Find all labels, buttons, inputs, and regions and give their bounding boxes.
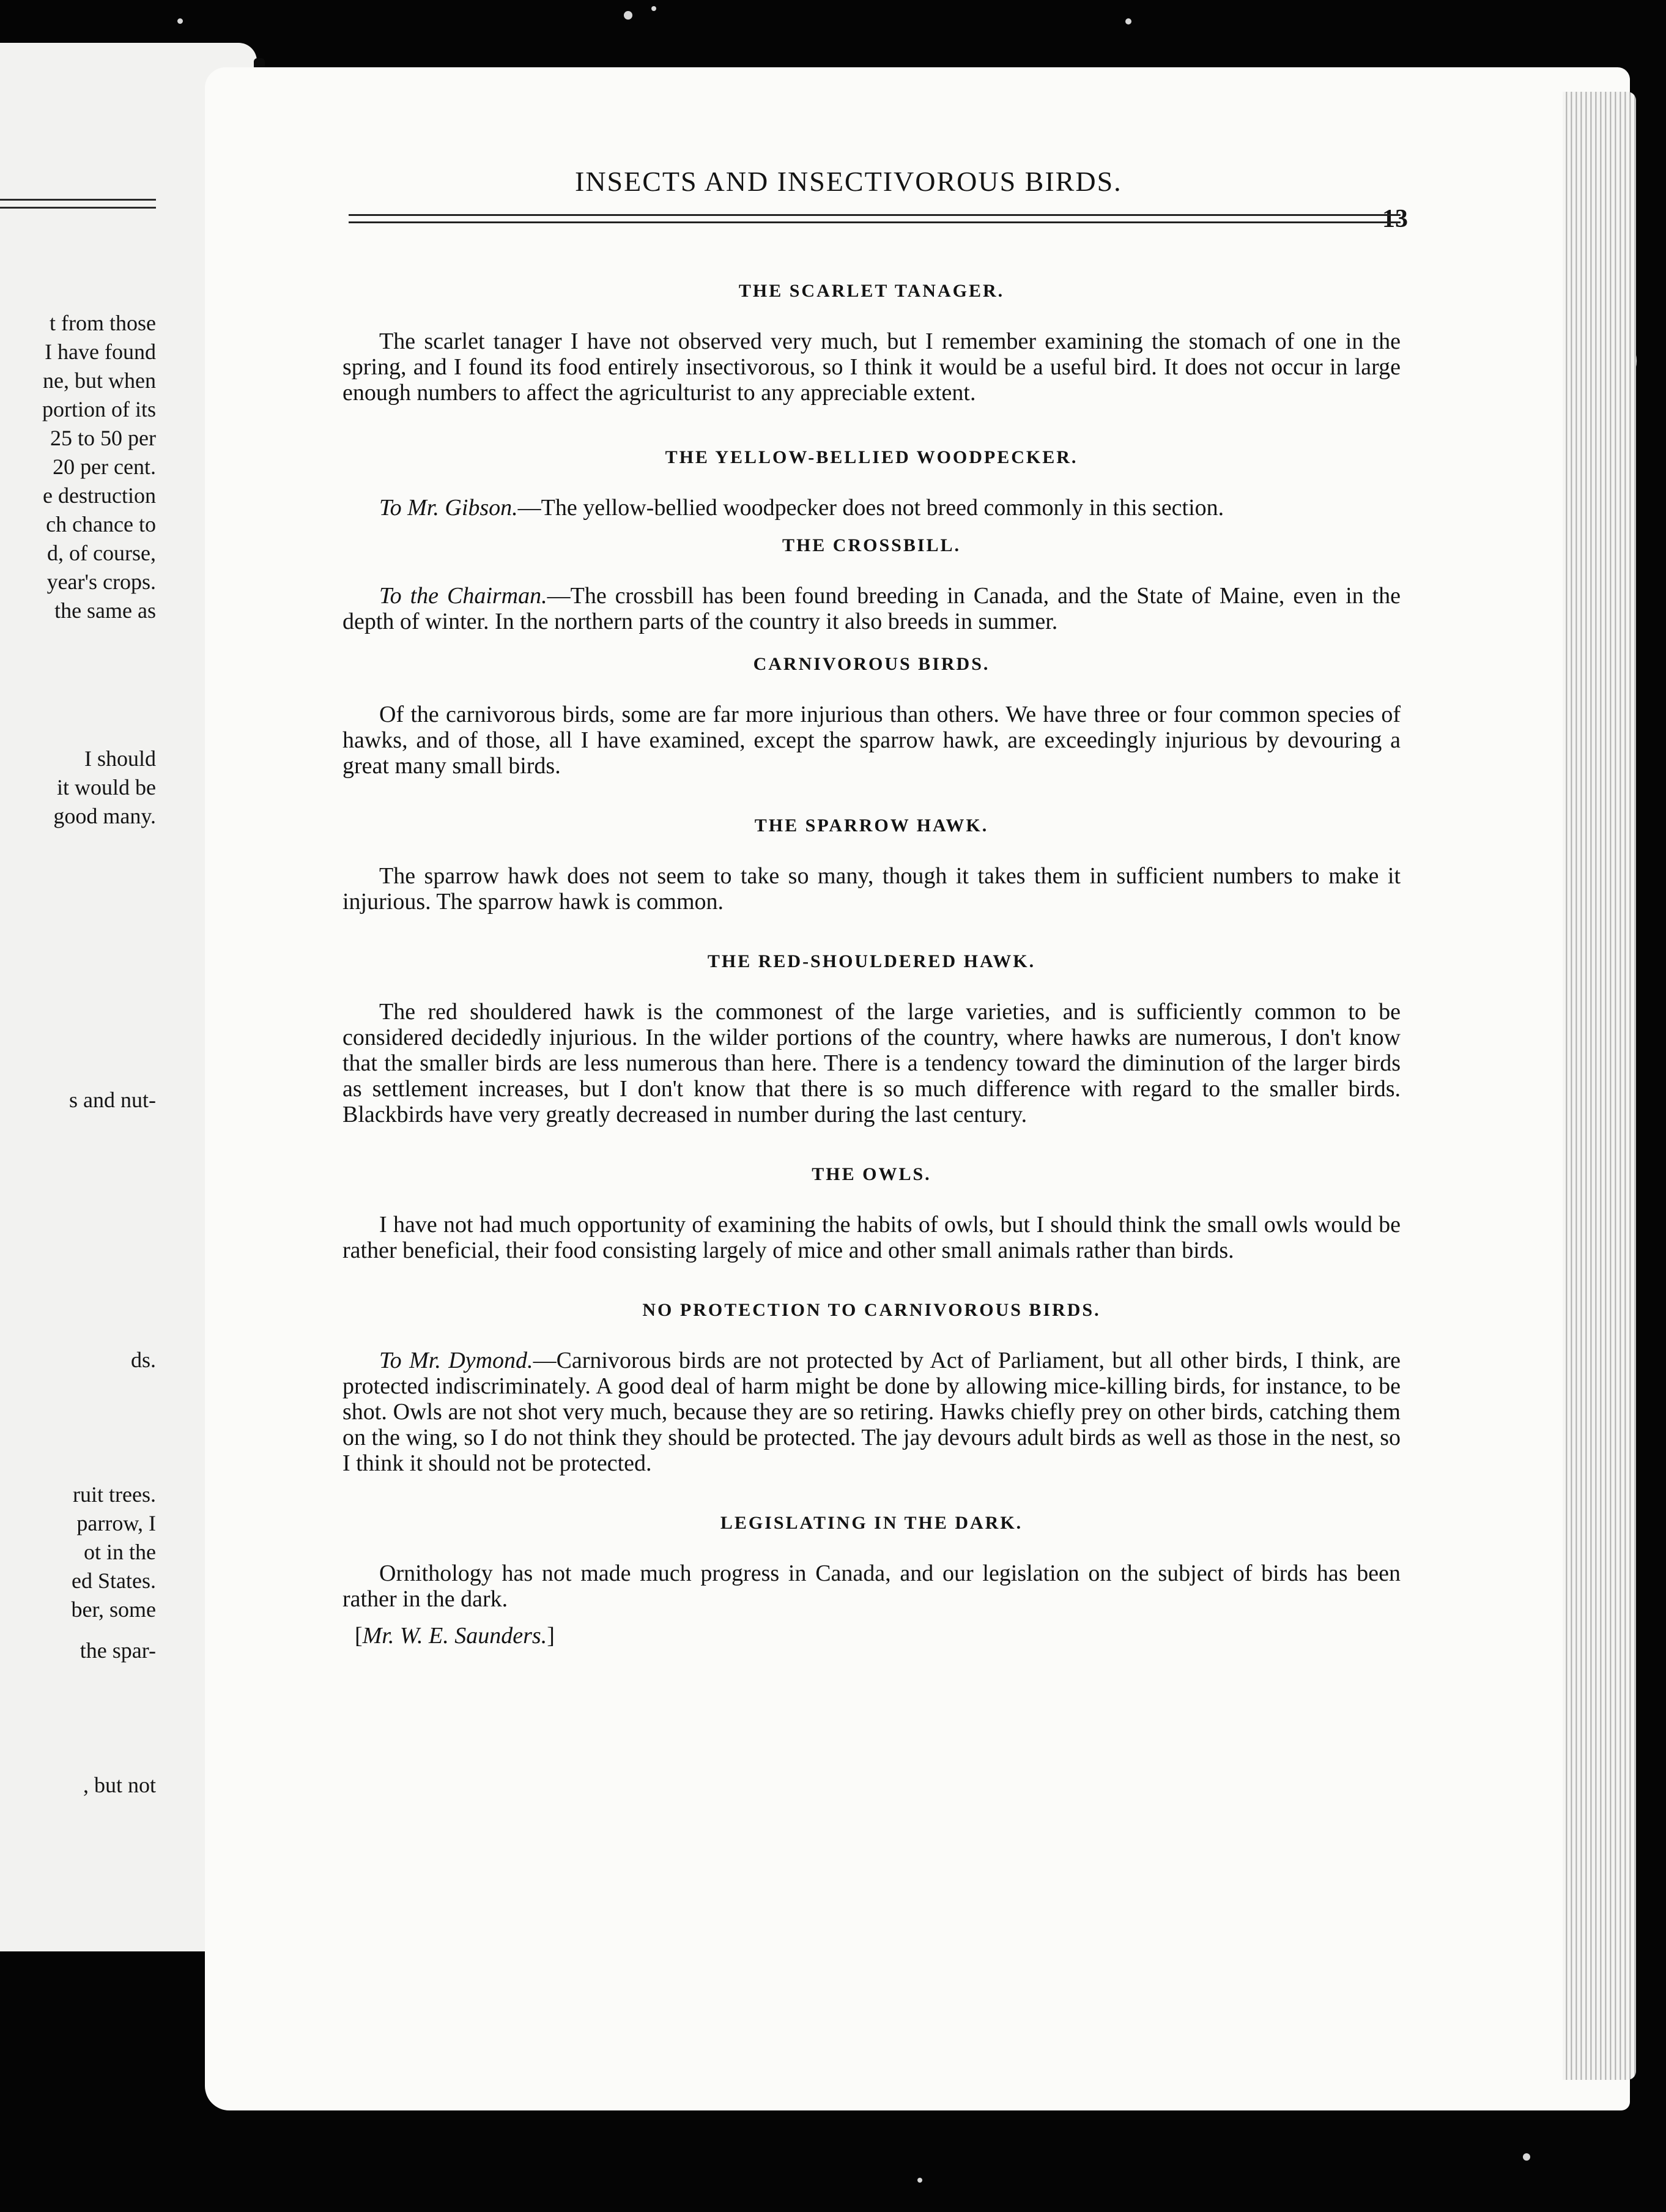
background-speck [917, 2178, 922, 2183]
facing-page-line: ch chance to [46, 512, 156, 536]
facing-page-line: s and nut- [69, 1088, 156, 1112]
background-speck [1125, 18, 1131, 24]
facing-page-line: d, of course, [47, 541, 156, 565]
paragraph-text: The sparrow hawk does not seem to take so many, though it takes them in sufficient numbers to make it injurious. The sparrow hawk is common. [342, 863, 1401, 915]
paragraph [342, 328, 1401, 406]
paragraph [342, 1212, 1401, 1263]
facing-page-line: good many. [53, 804, 156, 828]
signature-bracket-close: ] [547, 1623, 555, 1649]
paragraph-text: I have not had much opportunity of examining the habits of owls, but I should think the small owls would be rather beneficial, their food consisting largely of mice and other small animals rather than birds. [342, 1212, 1401, 1263]
facing-page-line: the same as [54, 598, 156, 623]
running-title: INSECTS AND INSECTIVOROUS BIRDS. [575, 166, 1122, 197]
background-speck [177, 18, 183, 24]
section-heading: THE OWLS. [812, 1164, 931, 1184]
paragraph-text: Ornithology has not made much progress in Canada, and our legislation on the subject of birds has been rather in the dark. [342, 1561, 1401, 1612]
paragraph [342, 999, 1401, 1127]
paragraph [342, 495, 1401, 521]
section-heading: NO PROTECTION TO CARNIVOROUS BIRDS. [642, 1300, 1101, 1320]
paragraph-text: The red shouldered hawk is the commonest of the large varieties, and is sufficiently common to be considered decidedly injurious. In the wilder portions of the country, where hawks are numerous, I don't know that the smaller birds are less numerous than here. There is a tendency toward the diminution of the larger birds as settlement increases, but I don't know that there is so much difference with regard to the smaller birds. Blackbirds have very greatly decreased in number during the last century. [342, 999, 1401, 1127]
section-heading: THE RED-SHOULDERED HAWK. [707, 951, 1036, 971]
page-number: 13 [1382, 205, 1408, 233]
facing-page-line: it would be [57, 775, 156, 800]
speaker: To Mr. Gibson. [379, 495, 518, 521]
facing-page-line: t from those [50, 311, 156, 335]
section-heading: CARNIVOROUS BIRDS. [753, 654, 990, 674]
paragraph-text: —Carnivorous birds are not protected by Act of Parliament, but all other birds, I think, are protected indiscriminately. A good deal of harm might be done by allowing mice-killing birds, for instance, to be shot. Owls are not shot very much, because they are so retiring. Hawks chiefly prey on other birds, catching them on the wing, so I do not think they should be protected. The jay devours adult birds as well as those in the nest, so I think it should not be protected. [342, 1348, 1401, 1476]
section-heading: THE SPARROW HAWK. [754, 815, 989, 836]
background-speck [624, 11, 632, 20]
facing-page-line: 25 to 50 per [50, 426, 156, 450]
header-rule [349, 214, 1401, 216]
background-speck [1523, 2153, 1530, 2161]
paragraph [342, 1561, 1401, 1612]
facing-page-line: parrow, I [76, 1511, 156, 1535]
paragraph-text: The scarlet tanager I have not observed very much, but I remember examining the stomach of one in the spring, and I found its food entirely insectivorous, so I think it would be a useful bird. It does not occur in large enough numbers to affect the agriculturist to any appreciable extent. [342, 328, 1401, 406]
facing-page-line: ber, some [71, 1597, 156, 1622]
facing-page-line: ot in the [84, 1540, 156, 1564]
facing-page-line: portion of its [42, 397, 156, 421]
facing-page-line: 20 per cent. [53, 455, 156, 479]
facing-page-line: I have found [45, 340, 156, 364]
facing-page-line: ruit trees. [73, 1482, 156, 1507]
paragraph [342, 863, 1401, 915]
section-heading: THE YELLOW-BELLIED WOODPECKER. [665, 447, 1078, 467]
background-speck [651, 6, 656, 11]
facing-page-rule [0, 199, 156, 201]
facing-page-line: e destruction [43, 483, 156, 508]
section-heading: THE SCARLET TANAGER. [738, 281, 1005, 301]
paragraph [342, 1348, 1401, 1476]
facing-page-line: ds. [130, 1348, 156, 1372]
speaker: To the Chairman. [379, 583, 547, 609]
facing-page-line: year's crops. [46, 570, 156, 594]
facing-page-line: , but not [83, 1773, 156, 1797]
paragraph-text: —The crossbill has been found breeding in Canada, and the State of Maine, even in the depth of winter. In the northern parts of the country it also breeds in summer. [342, 583, 1401, 634]
paragraph-text: —The yellow-bellied woodpecker does not breed commonly in this section. [517, 495, 1224, 521]
facing-page-line: I should [84, 746, 156, 771]
section-heading: LEGISLATING IN THE DARK. [720, 1513, 1023, 1533]
running-head [318, 165, 1407, 214]
paragraph [342, 583, 1401, 634]
facing-page-line: ne, but when [43, 368, 156, 393]
header-rule [349, 221, 1401, 223]
section-heading: THE CROSSBILL. [782, 535, 961, 555]
paragraph-text: Of the carnivorous birds, some are far more injurious than others. We have three or four common species of hawks, and of those, all I have examined, except the sparrow hawk, are exceedingly injurious by devouring a great many small birds. [342, 702, 1401, 779]
facing-page-rule [0, 207, 156, 209]
body-text [342, 278, 1401, 1649]
facing-page-line: the spar- [80, 1638, 156, 1663]
paragraph [342, 702, 1401, 779]
speaker: To Mr. Dymond. [379, 1348, 533, 1373]
signature-name: Mr. W. E. Saunders. [362, 1623, 547, 1649]
signature-bracket-open: [ [355, 1623, 363, 1649]
signature [342, 1623, 1401, 1649]
page-edge [1563, 92, 1636, 2080]
facing-page-line: ed States. [72, 1568, 156, 1593]
